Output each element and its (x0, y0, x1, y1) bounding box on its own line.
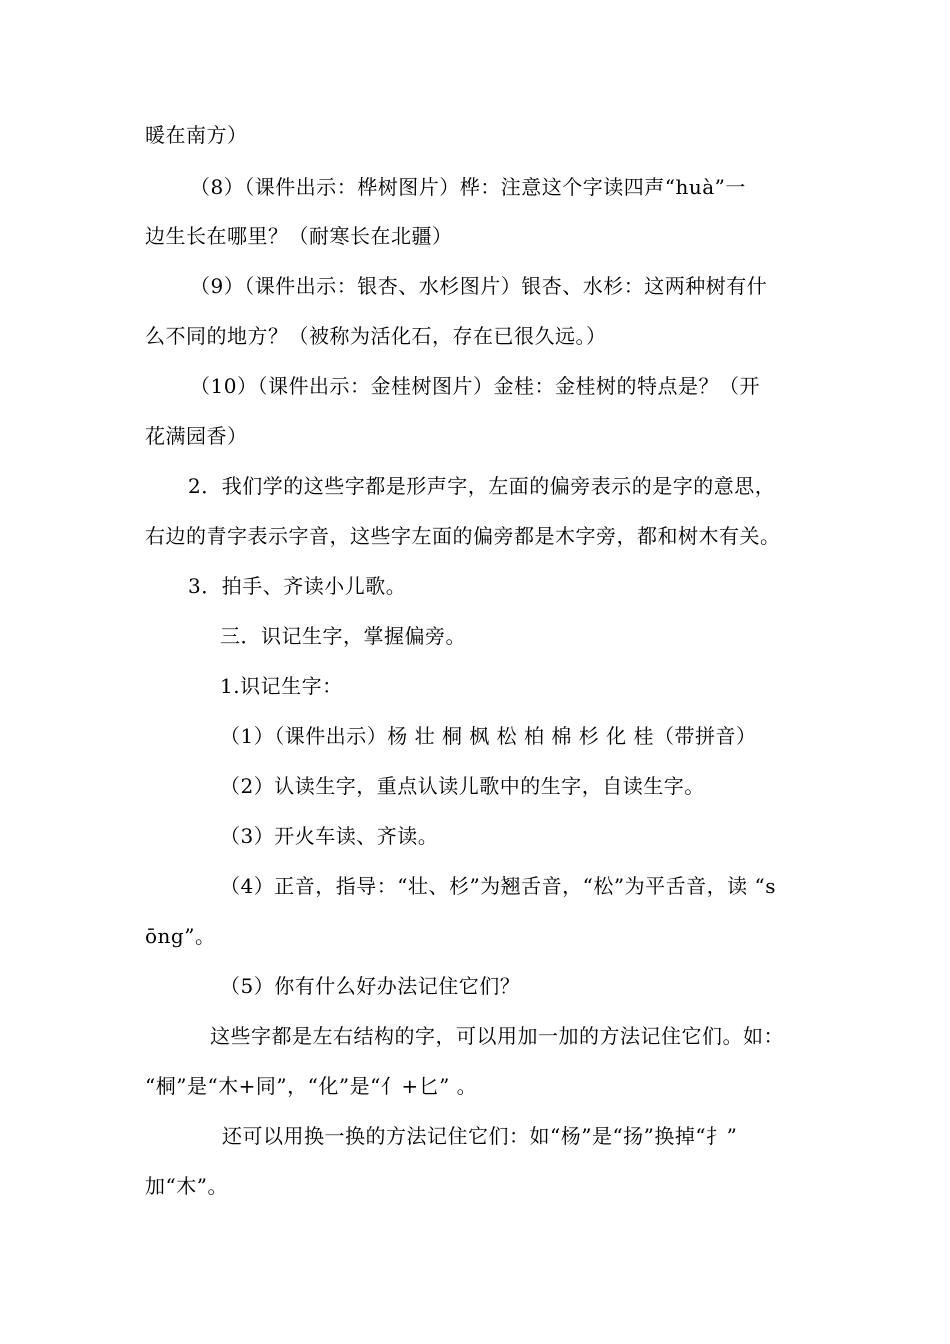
text-line: （10）（课件出示：金桂树图片）金桂：金桂树的特点是？（开 (190, 374, 760, 398)
text-line: （9）（课件出示：银杏、水杉图片）银杏、水杉：这两种树有什 (190, 274, 768, 298)
text-line: （1）（课件出示）杨 壮 桐 枫 松 柏 棉 杉 化 桂（带拼音） (220, 724, 757, 748)
text-line: ōng”。 (145, 924, 216, 948)
text-line: 这些字都是左右结构的字，可以用加一加的方法记住它们。如： (210, 1024, 784, 1048)
text-line: 三．识记生字，掌握偏旁。 (220, 624, 466, 648)
text-line: 右边的青字表示字音，这些字左面的偏旁都是木字旁，都和树木有关。 (145, 524, 781, 548)
text-line: 3．拍手、齐读小儿歌。 (188, 574, 407, 598)
text-line: 花满园香） (145, 424, 248, 448)
text-line: 暖在南方） (145, 123, 248, 147)
text-line: （4）正音，指导：“壮、杉”为翘舌音，“松”为平舌音，读 “s (220, 874, 776, 898)
text-line: “桐”是“木+同”，“化”是“亻+匕” 。 (145, 1074, 478, 1098)
text-line: （2）认读生字，重点认读儿歌中的生字，自读生字。 (220, 774, 705, 798)
text-line: 加“木”。 (145, 1174, 228, 1198)
text-line: 1.识记生字： (220, 674, 343, 698)
text-line: （5）你有什么好办法记住它们？ (220, 974, 521, 998)
text-line: 边生长在哪里？（耐寒长在北疆） (145, 224, 453, 248)
text-line: 还可以用换一换的方法记住它们：如“杨”是“扬”换掉“扌” (222, 1124, 738, 1148)
text-line: 么不同的地方？（被称为活化石，存在已很久远。） (145, 324, 607, 348)
text-line: 2．我们学的这些字都是形声字，左面的偏旁表示的是字的意思， (188, 474, 776, 498)
text-line: （8）（课件出示：桦树图片）桦：注意这个字读四声“huà”一 (190, 175, 746, 199)
text-line: （3）开火车读、齐读。 (220, 824, 439, 848)
